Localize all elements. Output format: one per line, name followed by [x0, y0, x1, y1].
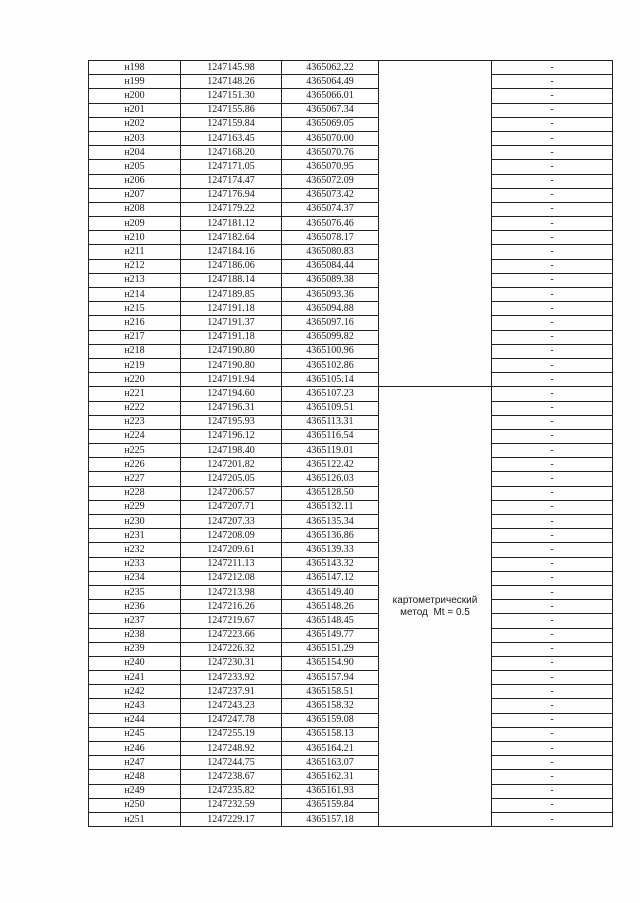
x-coordinate-cell: 1247148.26 [181, 75, 282, 89]
y-coordinate-cell: 4365164.21 [282, 742, 379, 756]
y-coordinate-cell: 4365143.32 [282, 557, 379, 571]
y-coordinate-cell: 4365089.38 [282, 273, 379, 287]
error-value-cell: - [492, 302, 613, 316]
table-row [89, 174, 613, 188]
table-row [89, 202, 613, 216]
method-text-line2: метод Mt = 0.5 [400, 606, 470, 618]
y-coordinate-cell: 4365067.34 [282, 103, 379, 117]
x-coordinate-cell: 1247213.98 [181, 585, 282, 599]
table-row [89, 515, 613, 529]
x-coordinate-cell: 1247216.26 [181, 600, 282, 614]
y-coordinate-cell: 4365162.31 [282, 770, 379, 784]
table-row [89, 756, 613, 770]
x-coordinate-cell: 1247207.71 [181, 500, 282, 514]
error-value-cell: - [492, 557, 613, 571]
table-row [89, 415, 613, 429]
y-coordinate-cell: 4365070.76 [282, 146, 379, 160]
point-name-cell: н216 [89, 316, 181, 330]
y-coordinate-cell: 4365084.44 [282, 259, 379, 273]
error-value-cell: - [492, 429, 613, 443]
table-row [89, 89, 613, 103]
point-name-cell: н205 [89, 160, 181, 174]
table-row [89, 727, 613, 741]
table-row [89, 330, 613, 344]
point-name-cell: н227 [89, 472, 181, 486]
x-coordinate-cell: 1247174.47 [181, 174, 282, 188]
y-coordinate-cell: 4365072.09 [282, 174, 379, 188]
y-coordinate-cell: 4365132.11 [282, 500, 379, 514]
error-value-cell: - [492, 798, 613, 812]
y-coordinate-cell: 4365074.37 [282, 202, 379, 216]
x-coordinate-cell: 1247238.67 [181, 770, 282, 784]
table-row [89, 770, 613, 784]
table-row [89, 614, 613, 628]
table-row [89, 798, 613, 812]
table-row [89, 273, 613, 287]
point-name-cell: н222 [89, 401, 181, 415]
error-value-cell: - [492, 614, 613, 628]
error-value-cell: - [492, 401, 613, 415]
method-cell-empty [379, 61, 492, 387]
point-name-cell: н213 [89, 273, 181, 287]
table-row [89, 358, 613, 372]
x-coordinate-cell: 1247229.17 [181, 812, 282, 826]
table-row [89, 628, 613, 642]
point-name-cell: н206 [89, 174, 181, 188]
y-coordinate-cell: 4365158.13 [282, 727, 379, 741]
error-value-cell: - [492, 387, 613, 401]
x-coordinate-cell: 1247211.13 [181, 557, 282, 571]
x-coordinate-cell: 1247191.18 [181, 330, 282, 344]
table-row [89, 188, 613, 202]
x-coordinate-cell: 1247243.23 [181, 699, 282, 713]
table-row [89, 585, 613, 599]
x-coordinate-cell: 1247247.78 [181, 713, 282, 727]
y-coordinate-cell: 4365109.51 [282, 401, 379, 415]
table-row [89, 713, 613, 727]
table-row [89, 656, 613, 670]
error-value-cell: - [492, 515, 613, 529]
table-row [89, 784, 613, 798]
table-row [89, 557, 613, 571]
error-value-cell: - [492, 699, 613, 713]
method-cell [379, 387, 492, 827]
point-name-cell: н228 [89, 486, 181, 500]
x-coordinate-cell: 1247196.31 [181, 401, 282, 415]
error-value-cell: - [492, 571, 613, 585]
point-name-cell: н247 [89, 756, 181, 770]
point-name-cell: н238 [89, 628, 181, 642]
y-coordinate-cell: 4365163.07 [282, 756, 379, 770]
y-coordinate-cell: 4365139.33 [282, 543, 379, 557]
point-name-cell: н248 [89, 770, 181, 784]
y-coordinate-cell: 4365151.29 [282, 642, 379, 656]
y-coordinate-cell: 4365128.50 [282, 486, 379, 500]
error-value-cell: - [492, 727, 613, 741]
error-value-cell: - [492, 288, 613, 302]
y-coordinate-cell: 4365149.77 [282, 628, 379, 642]
table-row [89, 529, 613, 543]
y-coordinate-cell: 4365158.32 [282, 699, 379, 713]
error-value-cell: - [492, 671, 613, 685]
error-value-cell: - [492, 812, 613, 826]
point-name-cell: н224 [89, 429, 181, 443]
table-row [89, 302, 613, 316]
y-coordinate-cell: 4365147.12 [282, 571, 379, 585]
y-coordinate-cell: 4365062.22 [282, 61, 379, 75]
x-coordinate-cell: 1247176.94 [181, 188, 282, 202]
y-coordinate-cell: 4365070.00 [282, 131, 379, 145]
y-coordinate-cell: 4365097.16 [282, 316, 379, 330]
x-coordinate-cell: 1247163.45 [181, 131, 282, 145]
table-row [89, 472, 613, 486]
x-coordinate-cell: 1247155.86 [181, 103, 282, 117]
error-value-cell: - [492, 75, 613, 89]
point-name-cell: н217 [89, 330, 181, 344]
x-coordinate-cell: 1247248.92 [181, 742, 282, 756]
y-coordinate-cell: 4365148.26 [282, 600, 379, 614]
table-row [89, 231, 613, 245]
y-coordinate-cell: 4365161.93 [282, 784, 379, 798]
error-value-cell: - [492, 458, 613, 472]
table-row [89, 75, 613, 89]
y-coordinate-cell: 4365149.40 [282, 585, 379, 599]
y-coordinate-cell: 4365100.96 [282, 344, 379, 358]
y-coordinate-cell: 4365159.84 [282, 798, 379, 812]
x-coordinate-cell: 1247191.37 [181, 316, 282, 330]
table-row [89, 131, 613, 145]
x-coordinate-cell: 1247184.16 [181, 245, 282, 259]
x-coordinate-cell: 1247181.12 [181, 217, 282, 231]
x-coordinate-cell: 1247190.80 [181, 344, 282, 358]
y-coordinate-cell: 4365094.88 [282, 302, 379, 316]
table-row [89, 543, 613, 557]
y-coordinate-cell: 4365136.86 [282, 529, 379, 543]
x-coordinate-cell: 1247171.05 [181, 160, 282, 174]
table-row [89, 245, 613, 259]
x-coordinate-cell: 1247208.09 [181, 529, 282, 543]
y-coordinate-cell: 4365154.90 [282, 656, 379, 670]
table-row [89, 61, 613, 75]
point-name-cell: н237 [89, 614, 181, 628]
error-value-cell: - [492, 628, 613, 642]
point-name-cell: н244 [89, 713, 181, 727]
y-coordinate-cell: 4365122.42 [282, 458, 379, 472]
x-coordinate-cell: 1247205.05 [181, 472, 282, 486]
point-name-cell: н241 [89, 671, 181, 685]
x-coordinate-cell: 1247206.57 [181, 486, 282, 500]
point-name-cell: н239 [89, 642, 181, 656]
point-name-cell: н251 [89, 812, 181, 826]
x-coordinate-cell: 1247198.40 [181, 444, 282, 458]
y-coordinate-cell: 4365099.82 [282, 330, 379, 344]
x-coordinate-cell: 1247212.08 [181, 571, 282, 585]
point-name-cell: н233 [89, 557, 181, 571]
x-coordinate-cell: 1247196.12 [181, 429, 282, 443]
error-value-cell: - [492, 472, 613, 486]
y-coordinate-cell: 4365064.49 [282, 75, 379, 89]
error-value-cell: - [492, 316, 613, 330]
y-coordinate-cell: 4365148.45 [282, 614, 379, 628]
y-coordinate-cell: 4365158.51 [282, 685, 379, 699]
table-row [89, 344, 613, 358]
point-name-cell: н246 [89, 742, 181, 756]
error-value-cell: - [492, 444, 613, 458]
y-coordinate-cell: 4365070.95 [282, 160, 379, 174]
y-coordinate-cell: 4365157.94 [282, 671, 379, 685]
error-value-cell: - [492, 742, 613, 756]
point-name-cell: н225 [89, 444, 181, 458]
x-coordinate-cell: 1247191.94 [181, 373, 282, 387]
table-row [89, 117, 613, 131]
x-coordinate-cell: 1247232.59 [181, 798, 282, 812]
error-value-cell: - [492, 500, 613, 514]
method-text-line1: картометрический [392, 594, 478, 606]
y-coordinate-cell: 4365073.42 [282, 188, 379, 202]
error-value-cell: - [492, 770, 613, 784]
point-name-cell: н200 [89, 89, 181, 103]
point-name-cell: н214 [89, 288, 181, 302]
error-value-cell: - [492, 259, 613, 273]
error-value-cell: - [492, 642, 613, 656]
point-name-cell: н209 [89, 217, 181, 231]
point-name-cell: н223 [89, 415, 181, 429]
x-coordinate-cell: 1247235.82 [181, 784, 282, 798]
x-coordinate-cell: 1247191.18 [181, 302, 282, 316]
y-coordinate-cell: 4365113.31 [282, 415, 379, 429]
error-value-cell: - [492, 89, 613, 103]
x-coordinate-cell: 1247145.98 [181, 61, 282, 75]
point-name-cell: н245 [89, 727, 181, 741]
point-name-cell: н230 [89, 515, 181, 529]
y-coordinate-cell: 4365080.83 [282, 245, 379, 259]
error-value-cell: - [492, 600, 613, 614]
table-row [89, 316, 613, 330]
error-value-cell: - [492, 784, 613, 798]
error-value-cell: - [492, 543, 613, 557]
point-name-cell: н242 [89, 685, 181, 699]
error-value-cell: - [492, 160, 613, 174]
x-coordinate-cell: 1247237.91 [181, 685, 282, 699]
point-name-cell: н240 [89, 656, 181, 670]
y-coordinate-cell: 4365102.86 [282, 358, 379, 372]
x-coordinate-cell: 1247194.60 [181, 387, 282, 401]
y-coordinate-cell: 4365105.14 [282, 373, 379, 387]
y-coordinate-cell: 4365078.17 [282, 231, 379, 245]
error-value-cell: - [492, 273, 613, 287]
error-value-cell: - [492, 415, 613, 429]
y-coordinate-cell: 4365093.36 [282, 288, 379, 302]
table-row [89, 699, 613, 713]
y-coordinate-cell: 4365066.01 [282, 89, 379, 103]
point-name-cell: н212 [89, 259, 181, 273]
point-name-cell: н236 [89, 600, 181, 614]
x-coordinate-cell: 1247244.75 [181, 756, 282, 770]
y-coordinate-cell: 4365135.34 [282, 515, 379, 529]
x-coordinate-cell: 1247233.92 [181, 671, 282, 685]
error-value-cell: - [492, 756, 613, 770]
x-coordinate-cell: 1247255.19 [181, 727, 282, 741]
point-name-cell: н210 [89, 231, 181, 245]
table-row [89, 486, 613, 500]
table-row [89, 429, 613, 443]
x-coordinate-cell: 1247159.84 [181, 117, 282, 131]
error-value-cell: - [492, 330, 613, 344]
table-row [89, 259, 613, 273]
point-name-cell: н207 [89, 188, 181, 202]
error-value-cell: - [492, 685, 613, 699]
error-value-cell: - [492, 713, 613, 727]
point-name-cell: н234 [89, 571, 181, 585]
table-row [89, 600, 613, 614]
y-coordinate-cell: 4365119.01 [282, 444, 379, 458]
table-row [89, 571, 613, 585]
point-name-cell: н203 [89, 131, 181, 145]
point-name-cell: н204 [89, 146, 181, 160]
y-coordinate-cell: 4365159.08 [282, 713, 379, 727]
y-coordinate-cell: 4365107.23 [282, 387, 379, 401]
table-row [89, 103, 613, 117]
point-name-cell: н208 [89, 202, 181, 216]
x-coordinate-cell: 1247226.32 [181, 642, 282, 656]
x-coordinate-cell: 1247190.80 [181, 358, 282, 372]
x-coordinate-cell: 1247207.33 [181, 515, 282, 529]
error-value-cell: - [492, 656, 613, 670]
error-value-cell: - [492, 61, 613, 75]
x-coordinate-cell: 1247201.82 [181, 458, 282, 472]
table-row [89, 685, 613, 699]
point-name-cell: н199 [89, 75, 181, 89]
point-name-cell: н221 [89, 387, 181, 401]
table-row [89, 671, 613, 685]
x-coordinate-cell: 1247151.30 [181, 89, 282, 103]
table-row [89, 146, 613, 160]
error-value-cell: - [492, 344, 613, 358]
error-value-cell: - [492, 529, 613, 543]
error-value-cell: - [492, 486, 613, 500]
table-row [89, 812, 613, 826]
table-row [89, 742, 613, 756]
point-name-cell: н235 [89, 585, 181, 599]
error-value-cell: - [492, 217, 613, 231]
y-coordinate-cell: 4365157.18 [282, 812, 379, 826]
point-name-cell: н218 [89, 344, 181, 358]
x-coordinate-cell: 1247168.20 [181, 146, 282, 160]
point-name-cell: н249 [89, 784, 181, 798]
point-name-cell: н243 [89, 699, 181, 713]
error-value-cell: - [492, 117, 613, 131]
error-value-cell: - [492, 131, 613, 145]
x-coordinate-cell: 1247186.06 [181, 259, 282, 273]
point-name-cell: н202 [89, 117, 181, 131]
x-coordinate-cell: 1247230.31 [181, 656, 282, 670]
table-row [89, 217, 613, 231]
point-name-cell: н201 [89, 103, 181, 117]
error-value-cell: - [492, 146, 613, 160]
x-coordinate-cell: 1247195.93 [181, 415, 282, 429]
error-value-cell: - [492, 188, 613, 202]
coordinates-table [88, 60, 613, 827]
error-value-cell: - [492, 585, 613, 599]
y-coordinate-cell: 4365126.03 [282, 472, 379, 486]
table-row [89, 401, 613, 415]
error-value-cell: - [492, 103, 613, 117]
y-coordinate-cell: 4365076.46 [282, 217, 379, 231]
table-row [89, 642, 613, 656]
coordinates-table-body [89, 61, 613, 827]
error-value-cell: - [492, 373, 613, 387]
point-name-cell: н231 [89, 529, 181, 543]
point-name-cell: н215 [89, 302, 181, 316]
x-coordinate-cell: 1247179.22 [181, 202, 282, 216]
error-value-cell: - [492, 358, 613, 372]
table-row [89, 458, 613, 472]
point-name-cell: н226 [89, 458, 181, 472]
point-name-cell: н229 [89, 500, 181, 514]
x-coordinate-cell: 1247188.14 [181, 273, 282, 287]
table-row [89, 288, 613, 302]
x-coordinate-cell: 1247219.67 [181, 614, 282, 628]
point-name-cell: н219 [89, 358, 181, 372]
error-value-cell: - [492, 245, 613, 259]
x-coordinate-cell: 1247209.61 [181, 543, 282, 557]
point-name-cell: н211 [89, 245, 181, 259]
x-coordinate-cell: 1247189.85 [181, 288, 282, 302]
point-name-cell: н232 [89, 543, 181, 557]
error-value-cell: - [492, 174, 613, 188]
y-coordinate-cell: 4365069.05 [282, 117, 379, 131]
table-row [89, 500, 613, 514]
table-row [89, 160, 613, 174]
point-name-cell: н198 [89, 61, 181, 75]
table-row [89, 387, 613, 401]
x-coordinate-cell: 1247182.64 [181, 231, 282, 245]
table-row [89, 373, 613, 387]
point-name-cell: н220 [89, 373, 181, 387]
y-coordinate-cell: 4365116.54 [282, 429, 379, 443]
error-value-cell: - [492, 231, 613, 245]
x-coordinate-cell: 1247223.66 [181, 628, 282, 642]
error-value-cell: - [492, 202, 613, 216]
point-name-cell: н250 [89, 798, 181, 812]
table-row [89, 444, 613, 458]
